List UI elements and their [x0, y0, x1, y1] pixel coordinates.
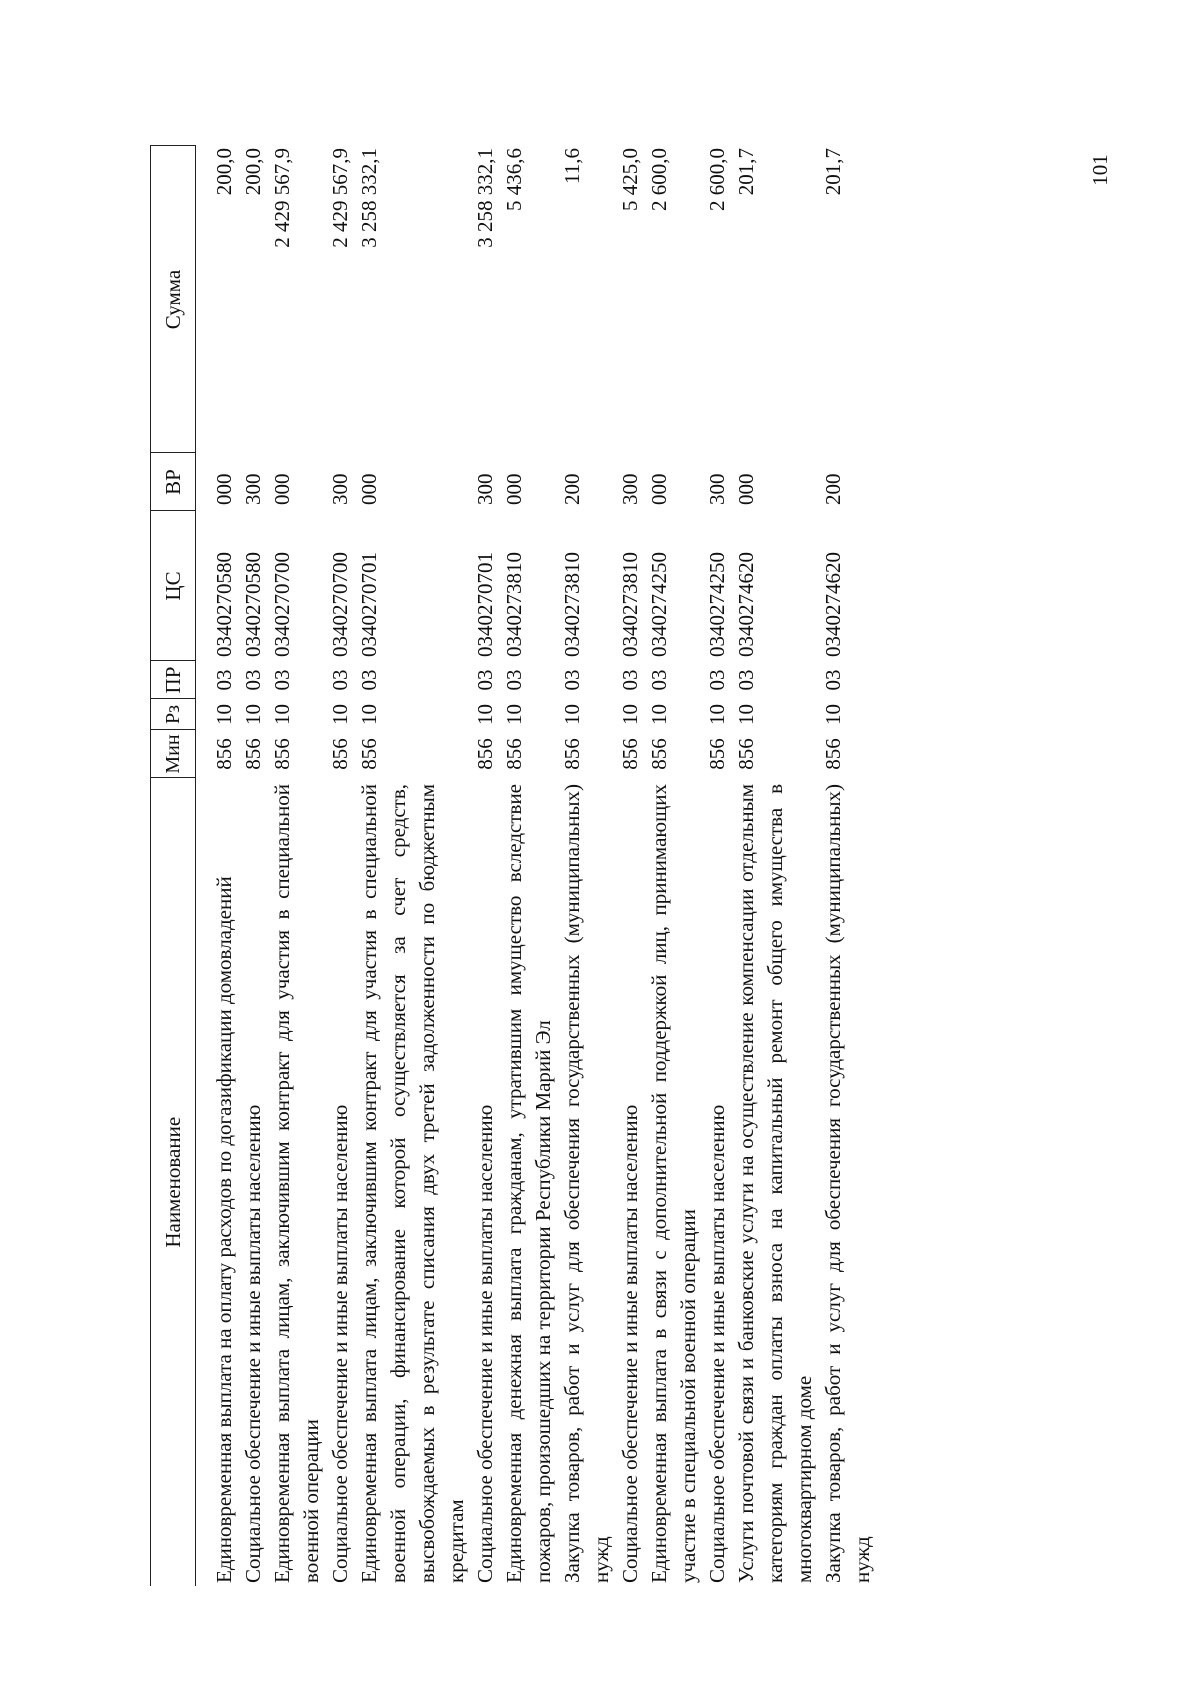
row-name: Единовременная выплата на оплату расходов по догазификации домовладений — [212, 876, 236, 1583]
table-row — [239, 146, 268, 1586]
row-rz: 10 — [618, 704, 642, 725]
header-spacer — [196, 146, 211, 1586]
row-pr: 03 — [560, 669, 584, 691]
row-pr: 03 — [473, 669, 497, 691]
row-min: 856 — [473, 738, 497, 770]
row-name: Единовременная выплата в связи с дополнительной поддержкой лиц, принимающих участие в специальной военной операции — [647, 784, 700, 1583]
row-sum: 200,0 — [241, 148, 265, 196]
header-sum: Сумма — [151, 146, 196, 453]
row-min: 856 — [270, 738, 294, 770]
row-min: 856 — [241, 738, 265, 770]
row-pr: 03 — [357, 669, 381, 691]
row-pr: 03 — [241, 669, 265, 691]
header-cs: ЦС — [151, 511, 196, 661]
row-vr: 300 — [241, 473, 265, 505]
row-min: 856 — [212, 738, 236, 770]
row-min: 856 — [328, 738, 352, 770]
row-vr: 200 — [821, 473, 845, 505]
row-name: Социальное обеспечение и иные выплаты населению — [241, 1104, 265, 1583]
row-name: Социальное обеспечение и иные выплаты населению — [473, 1104, 497, 1583]
page-number: 101 — [1087, 154, 1112, 186]
table-row — [326, 146, 355, 1586]
row-pr: 03 — [618, 669, 642, 691]
row-sum: 201,7 — [821, 148, 845, 196]
row-sum: 3 258 332,1 — [357, 148, 381, 248]
row-pr: 03 — [328, 669, 352, 691]
row-cs: 0340270580 — [212, 552, 236, 657]
row-sum: 11,6 — [560, 148, 584, 184]
row-vr: 000 — [502, 473, 526, 505]
row-vr: 300 — [618, 473, 642, 505]
row-pr: 03 — [270, 669, 294, 691]
row-rz: 10 — [705, 704, 729, 725]
row-rz: 10 — [560, 704, 584, 725]
row-cs: 0340274620 — [734, 552, 758, 657]
row-cs: 0340270580 — [241, 552, 265, 657]
row-rz: 10 — [502, 704, 526, 725]
row-vr: 000 — [212, 473, 236, 505]
rotated-page-content — [150, 146, 1050, 1586]
row-name: Социальное обеспечение и иные выплаты населению — [618, 1104, 642, 1583]
row-cs: 0340274620 — [821, 552, 845, 657]
row-sum: 201,7 — [734, 148, 758, 196]
row-rz: 10 — [647, 704, 671, 725]
row-pr: 03 — [821, 669, 845, 691]
row-cs: 0340274250 — [705, 552, 729, 657]
table-row — [616, 146, 645, 1586]
row-vr: 300 — [705, 473, 729, 505]
row-vr: 200 — [560, 473, 584, 505]
row-pr: 03 — [502, 669, 526, 691]
row-cs: 0340273810 — [560, 552, 584, 657]
row-rz: 10 — [821, 704, 845, 725]
row-sum: 2 429 567,9 — [328, 148, 352, 248]
row-vr: 300 — [328, 473, 352, 505]
row-sum: 3 258 332,1 — [473, 148, 497, 248]
table-row — [703, 146, 732, 1586]
header-min: Мин — [151, 730, 196, 778]
row-min: 856 — [734, 738, 758, 770]
row-sum: 2 600,0 — [647, 148, 671, 211]
row-cs: 0340270700 — [270, 552, 294, 657]
table-row — [819, 146, 877, 1586]
table-row — [471, 146, 500, 1586]
header-name: Наименование — [151, 778, 196, 1586]
row-vr: 000 — [734, 473, 758, 505]
row-rz: 10 — [241, 704, 265, 725]
row-vr: 000 — [270, 473, 294, 505]
header-rz: Рз — [151, 699, 196, 730]
row-sum: 2 429 567,9 — [270, 148, 294, 248]
table-row — [268, 146, 326, 1586]
row-name: Услуги почтовой связи и банковские услуги на осуществление компенсации отдельным категориям граждан оплаты взноса на капитальный ремонт общего имущества в многоквартирном доме — [734, 784, 816, 1583]
row-sum: 5 436,6 — [502, 148, 526, 211]
row-name: Закупка товаров, работ и услуг для обеспечения государственных (муниципальных) нужд — [821, 784, 874, 1583]
budget-table — [150, 146, 877, 1587]
row-cs: 0340270701 — [473, 552, 497, 657]
row-rz: 10 — [212, 704, 236, 725]
table-header — [151, 146, 196, 1586]
row-pr: 03 — [734, 669, 758, 691]
row-cs: 0340270701 — [357, 552, 381, 657]
row-rz: 10 — [328, 704, 352, 725]
table-row — [210, 146, 239, 1586]
row-min: 856 — [705, 738, 729, 770]
row-cs: 0340274250 — [647, 552, 671, 657]
row-name: Единовременная выплата лицам, заключившим контракт для участия в специальной военной операции — [270, 784, 323, 1583]
row-rz: 10 — [473, 704, 497, 725]
row-cs: 0340270700 — [328, 552, 352, 657]
table-row — [500, 146, 558, 1586]
row-name: Единовременная денежная выплата гражданам, утратившим имущество вследствие пожаров, произошедших на территории Республики Марий Эл — [502, 784, 555, 1583]
header-pr: ПР — [151, 661, 196, 699]
row-sum: 200,0 — [212, 148, 236, 196]
row-cs: 0340273810 — [502, 552, 526, 657]
row-vr: 000 — [357, 473, 381, 505]
row-rz: 10 — [270, 704, 294, 725]
row-vr: 300 — [473, 473, 497, 505]
row-vr: 000 — [647, 473, 671, 505]
row-min: 856 — [618, 738, 642, 770]
row-min: 856 — [502, 738, 526, 770]
row-rz: 10 — [357, 704, 381, 725]
row-min: 856 — [560, 738, 584, 770]
header-vr: ВР — [151, 453, 196, 511]
row-pr: 03 — [647, 669, 671, 691]
table-row — [558, 146, 616, 1586]
row-min: 856 — [821, 738, 845, 770]
table-row — [645, 146, 703, 1586]
row-pr: 03 — [212, 669, 236, 691]
table-row — [355, 146, 471, 1586]
row-min: 856 — [357, 738, 381, 770]
row-min: 856 — [647, 738, 671, 770]
table-row — [732, 146, 819, 1586]
row-rz: 10 — [734, 704, 758, 725]
row-cs: 0340273810 — [618, 552, 642, 657]
row-name: Социальное обеспечение и иные выплаты населению — [705, 1104, 729, 1583]
row-sum: 5 425,0 — [618, 148, 642, 211]
row-sum: 2 600,0 — [705, 148, 729, 211]
row-pr: 03 — [705, 669, 729, 691]
row-name: Закупка товаров, работ и услуг для обеспечения государственных (муниципальных) нужд — [560, 784, 613, 1583]
row-name: Социальное обеспечение и иные выплаты населению — [328, 1104, 352, 1583]
row-name: Единовременная выплата лицам, заключившим контракт для участия в специальной военной операции, финансирование которой осуществляется за счет средств, высвобождаемых в результате списания двух третей задолженности по бюджетным кредитам — [357, 784, 468, 1583]
table-body — [196, 146, 878, 1586]
